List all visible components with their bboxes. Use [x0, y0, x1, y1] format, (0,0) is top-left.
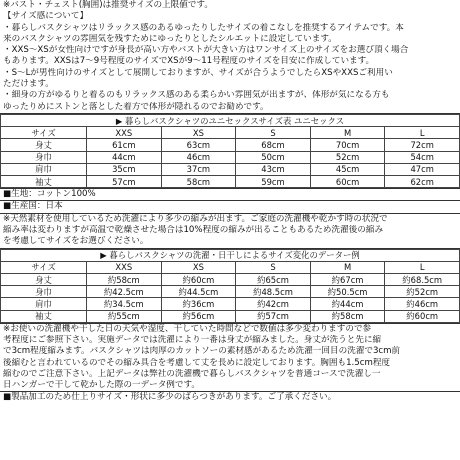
size-header-l: L — [385, 261, 460, 273]
measurement-cell: 約68.5cm — [385, 273, 460, 285]
measurement-cell: 約42.5cm — [87, 286, 162, 298]
measurement-cell: 47cm — [385, 163, 460, 175]
row-label: 身巾 — [1, 151, 87, 163]
size-header-xs: XS — [161, 261, 236, 273]
measurement-cell: 35cm — [87, 163, 162, 175]
wash-notice-section — [0, 214, 460, 249]
wash-size-table — [0, 249, 460, 323]
finish-variance-line: ■製品加工のため仕上りサイズ・形状に多少のばらつきがあります。ご了承ください。 — [3, 392, 337, 403]
size-table — [0, 114, 460, 188]
measurement-cell: 約65cm — [236, 273, 311, 285]
measurement-cell: 約46cm — [385, 298, 460, 310]
measurement-note-line: 後縮むと言われているのでその縮み具合を考慮して丈を長めに設定しております。胸囲も1.5cm程度 — [3, 357, 391, 368]
row-label: 身丈 — [1, 139, 87, 151]
wash-table-section — [0, 249, 460, 324]
measurement-note-section — [0, 324, 460, 393]
measurement-cell: 45cm — [310, 163, 385, 175]
origin-line: ■生産国：日本 — [0, 201, 460, 213]
measurement-cell: 約57cm — [236, 310, 311, 322]
measurement-cell: 57cm — [87, 175, 162, 187]
measurement-cell: 約56cm — [161, 310, 236, 322]
measurement-cell: 約58cm — [87, 273, 162, 285]
intro-text-line: ※バスト・チェスト(胸囲)は推奨サイズの上限値です。 — [3, 0, 213, 10]
material-line: ■生地：コットン100% — [0, 189, 460, 201]
intro-text-line: ただけます。 — [3, 79, 54, 90]
intro-section — [0, 0, 460, 114]
measurement-cell: 約58cm — [310, 310, 385, 322]
measurement-cell: 約44cm — [310, 298, 385, 310]
size-table-section — [0, 114, 460, 189]
measurement-cell: 約42cm — [236, 298, 311, 310]
table-row — [1, 310, 460, 322]
table-row — [1, 273, 460, 285]
measurement-cell: 58cm — [161, 175, 236, 187]
measurement-cell: 63cm — [161, 139, 236, 151]
intro-text-line: ・細身の方がゆるりと着るのもリラックス感のある柔らかい雰囲気が出ますが、体形が気になる方も — [3, 90, 390, 101]
table-row — [1, 163, 460, 175]
table-row — [1, 151, 460, 163]
measurement-cell: 44cm — [87, 151, 162, 163]
measurement-cell: 約36cm — [161, 298, 236, 310]
size-column-header: サイズ — [1, 127, 87, 139]
measurement-note-line: で3cm程度縮みます。バスクシャツは肉厚のカットソーの素材感があるため洗濯一回目の洗濯で3cm前 — [3, 346, 401, 357]
wash-table-title: ▶ 暮らしバスクシャツの洗濯・日干しによるサイズ変化のデーター例 — [1, 249, 460, 261]
measurement-cell: 72cm — [385, 139, 460, 151]
row-label: 袖丈 — [1, 310, 87, 322]
size-header-xxs: XXS — [87, 261, 162, 273]
measurement-cell: 約44.5cm — [161, 286, 236, 298]
measurement-cell: 約55cm — [87, 310, 162, 322]
measurement-cell: 50cm — [236, 151, 311, 163]
table-row — [1, 175, 460, 187]
row-label: 肩巾 — [1, 298, 87, 310]
size-header-s: S — [236, 261, 311, 273]
intro-text-line: もあります。XXSは7〜9号程度のサイズでXSが9〜11号程度のサイズを目安に作成しています。 — [3, 56, 375, 67]
intro-text-line: 来のバスクシャツの雰囲気を残すためにゆったりとしたシルエットに設定しています。 — [3, 33, 337, 44]
size-header-m: M — [310, 127, 385, 139]
measurement-cell: 62cm — [385, 175, 460, 187]
measurement-note-line: 日ハンガーで干して乾かした際の一データ例です。 — [3, 380, 200, 391]
measurement-cell: 37cm — [161, 163, 236, 175]
row-label: 身巾 — [1, 286, 87, 298]
size-header-xxs: XXS — [87, 127, 162, 139]
measurement-cell: 68cm — [236, 139, 311, 151]
measurement-note-line: 考程度にご参照下さい。実施データでは洗濯により一番は身丈が縮みました。身丈が洗うと先に縮 — [3, 335, 382, 345]
measurement-cell: 61cm — [87, 139, 162, 151]
size-header-l: L — [385, 127, 460, 139]
table-row — [1, 139, 460, 151]
measurement-cell: 54cm — [385, 151, 460, 163]
measurement-cell: 約50.5cm — [310, 286, 385, 298]
wash-notice-line: 縮み率は変わりますが高温で乾燥させた場合は10%程度の縮みが出ることもあるため洗濯後の縮み — [3, 224, 384, 235]
measurement-cell: 59cm — [236, 175, 311, 187]
measurement-cell: 46cm — [161, 151, 236, 163]
measurement-cell: 52cm — [310, 151, 385, 163]
table-row — [1, 298, 460, 310]
table-row — [1, 286, 460, 298]
row-label: 袖丈 — [1, 175, 87, 187]
measurement-cell: 約60cm — [161, 273, 236, 285]
measurement-cell: 60cm — [310, 175, 385, 187]
size-header-xs: XS — [161, 127, 236, 139]
intro-text-line: ゆったりめにストンと落とした着方で体形が隠れるのでお勧めです。 — [3, 101, 269, 112]
measurement-note-line: ※お使いの洗濯機や干した日の天気や湿度、干していた時間などで数値は多少変わりますので参 — [3, 323, 372, 334]
wash-notice-line: ※天然素材を使用しているため洗濯により多少の縮みが出ます。ご家庭の洗濯機や乾かす時の状況で — [3, 213, 388, 224]
size-table-title: ▶ 暮らしバスクシャツのユニセックスサイズ表 ユニセックス — [1, 114, 460, 126]
measurement-note-line: 縮むのでご注意下さい。上記データは弊社の洗濯機で暮らしバスクシャツを普通コースで洗濯し一 — [3, 368, 381, 379]
measurement-cell: 43cm — [236, 163, 311, 175]
row-label: 肩巾 — [1, 163, 87, 175]
measurement-cell: 約52cm — [385, 286, 460, 298]
intro-text-line: ・暮らしバスクシャツはリラックス感のあるゆったりしたサイズの着こなしを推奨するアイテムです。本 — [3, 22, 404, 33]
intro-text-line: ・S〜Lが男性向けのサイズとして展開しておりますが、サイズが合うようでしたらXSやXXSご利用い — [3, 67, 393, 78]
measurement-cell: 70cm — [310, 139, 385, 151]
intro-text-line: 【サイズ感について】 — [3, 11, 89, 22]
measurement-cell: 約60cm — [385, 310, 460, 322]
measurement-cell: 約48.5cm — [236, 286, 311, 298]
measurement-cell: 約67cm — [310, 273, 385, 285]
size-column-header: サイズ — [1, 261, 87, 273]
measurement-cell: 約34.5cm — [87, 298, 162, 310]
intro-text-line: ・XXS〜XSが女性向けですが身長が高い方やバストが大きい方はワンサイズ上のサイズをお選び頂く場合 — [3, 45, 409, 56]
size-header-m: M — [310, 261, 385, 273]
row-label: 身丈 — [1, 273, 87, 285]
size-header-s: S — [236, 127, 311, 139]
wash-notice-line: を考慮してサイズをお選びください。 — [3, 236, 149, 247]
